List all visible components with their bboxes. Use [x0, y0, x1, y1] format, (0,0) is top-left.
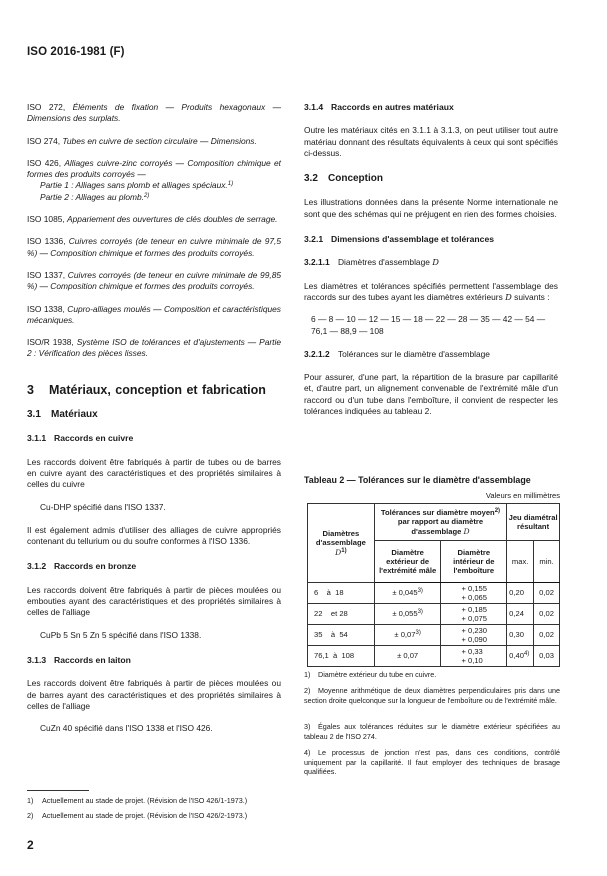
footnote-1: 1) Actuellement au stade de projet. (Révision de l'ISO 426/1-1973.)	[27, 796, 248, 805]
header-int-diameter: Diamètre intérieur de l'emboîture	[441, 541, 507, 583]
material-spec: CuZn 40 spécifié dans l'ISO 1338 et l'ISO 426.	[40, 723, 213, 734]
reference-iso-1336: ISO 1336, Cuivres corroyés (de teneur en cuivre minimale de 97,5 %) — Composition chimique et formes des produits corroyés.	[27, 236, 282, 258]
section-3-2-1-heading: 3.2.1 Dimensions d'assemblage et tolérances	[304, 234, 495, 245]
reference-part-2: Partie 2 : Alliages au plomb.$^{2)}$	[40, 191, 150, 202]
section-3-heading: 3 Matériaux, conception et fabrication	[27, 382, 266, 397]
section-3-2-1-2-heading: 3.2.1.2 Tolérances sur le diamètre d'assemblage	[304, 348, 490, 359]
reference-iso-1337: ISO 1337, Cuivres corroyés (de teneur en cuivre minimale de 99,85 %) — Composition chimique et formes des produits corroyés.	[27, 269, 282, 292]
reference-iso-274: ISO 274, Tubes en cuivre de section circulaire — Dimensions.	[27, 135, 257, 146]
reference-iso-1085: ISO 1085, Appariement des ouvertures de clés doubles de serrage.	[27, 214, 278, 225]
table-note-2: 2) Moyenne arithmétique de deux diamètres perpendiculaires pris dans une section droite quelconque sur la longueur de l'emboîture ou de l'extrémité mâle.	[304, 686, 560, 705]
table-note-1: 1) Diamètre extérieur du tube en cuivre.	[304, 670, 437, 679]
header-tolerances: Tolérances sur diamètre moyen$^{2)}$ par rapport au diamètre d'assemblage D	[374, 504, 506, 541]
paragraph: Outre les matériaux cités en 3.1.1 à 3.1.3, on peut utiliser tout autre matériau donnant des résultats équivalents à ceux qui sont spécifiés ci-dessus.	[304, 125, 558, 158]
left-column	[27, 102, 281, 746]
paragraph: Les illustrations données dans la présente Norme internationale ne sont que des schémas qui ne préjugent en rien des formes choisies.	[304, 197, 558, 219]
section-3-1-1-heading: 3.1.1 Raccords en cuivre	[27, 433, 134, 444]
paragraph: Les raccords doivent être fabriqués à partir de tubes ou de barres en cuivre ayant des caractéristiques et des propriétés similaires à celles du cuivre	[27, 456, 281, 490]
tolerance-table	[307, 503, 560, 667]
table-note-4: 4) Le processus de jonction n'est pas, dans ces conditions, contrôlé uniquement par la capillarité. Il faut employer des techniques de brasage qualifiées.	[304, 748, 560, 777]
table-note-3: 3) Égales aux tolérances réduites sur le diamètre extérieur spécifiées au tableau 2 de l'ISO 274.	[304, 722, 560, 741]
reference-part-1: Partie 1 : Alliages sans plomb et alliages spéciaux.$^{1)}$	[40, 180, 234, 191]
table-unit: Valeurs en millimètres	[485, 491, 560, 500]
footnote-2: 2) Actuellement au stade de projet. (Révision de l'ISO 426/2-1973.)	[27, 811, 248, 820]
section-3-1-2-heading: 3.1.2 Raccords en bronze	[27, 561, 137, 572]
footnote-ref: 2)	[143, 192, 150, 199]
material-spec: CuPb 5 Sn 5 Zn 5 spécifié dans l'ISO 1338.	[40, 629, 202, 640]
material-spec: Cu-DHP spécifié dans l'ISO 1337.	[40, 501, 166, 512]
header-jeu: Jeu diamétral résultant	[507, 504, 560, 541]
right-column	[304, 102, 558, 428]
section-3-1-3-heading: 3.1.3 Raccords en laiton	[27, 654, 131, 665]
diameter-values: 6 — 8 — 10 — 12 — 15 — 18 — 22 — 28 — 35 — 42 — 54 — 76,1 — 88,9 — 108	[311, 314, 546, 336]
paragraph: Les diamètres et tolérances spécifiés permettent l'assemblage des raccords sur des tubes ayant les diamètres extérieurs D suivants :	[304, 280, 558, 302]
table-row: 35 à 54 ± $0,07^{3)}$ + 0,230 + 0,090 0,30 0,02	[308, 625, 560, 646]
document-header: ISO 2016-1981 (F)	[27, 46, 125, 58]
table-title: Tableau 2 — Tolérances sur le diamètre d'assemblage	[304, 475, 531, 485]
header-ext-diameter: Diamètre extérieur de l'extrémité mâle	[374, 541, 441, 583]
reference-iso-r-1938: ISO/R 1938, Système ISO de tolérances et d'ajustements — Partie 2 : Vérification des pièces lisses.	[27, 337, 281, 359]
section-3-2-heading: 3.2 Conception	[304, 173, 383, 185]
paragraph: Il est également admis d'utiliser des alliages de cuivre appropriés contenant du tellurium ou du soufre conformes à l'ISO 1336.	[27, 524, 281, 547]
reference-iso-426: ISO 426, Alliages cuivre-zinc corroyés — Composition chimique et formes des produits corroyés — Partie 1 : Alliages sans plomb et alliages spéciaux.$^{1)}$ Partie 2 : Alliages au plomb.$^{2)}$	[27, 157, 281, 202]
footnote-divider	[27, 790, 89, 791]
section-3-1-4-heading: 3.1.4 Raccords en autres matériaux	[304, 102, 454, 112]
page-number: 2	[27, 838, 34, 852]
paragraph: Pour assurer, d'une part, la répartition de la brasure par capillarité et, d'autre part, un alignement convenable de l'extrémité mâle d'un raccord ou d'un tube dans l'emboîture, il convient de respecter les tolérances indiquées au tableau 2.	[304, 372, 558, 417]
reference-iso-272: ISO 272, Éléments de fixation — Produits hexagonaux — Dimensions des surplats.	[27, 102, 282, 124]
header-min: min.	[534, 541, 560, 583]
section-3-2-1-1-heading: 3.2.1.1 Diamètres d'assemblage D	[304, 257, 439, 268]
paragraph: Les raccords doivent être fabriqués à partir de pièces moulées ou de barres ayant des caractéristiques et des propriétés similaires à celles de l'alliage	[27, 678, 281, 711]
reference-iso-1338: ISO 1338, Cupro-alliages moulés — Composition et caractéristiques mécaniques.	[27, 303, 281, 325]
header-diameters: Diamètres d'assemblage $D^{1)}$	[308, 504, 375, 583]
table-row: 76,1 à 108 ± 0,07 + 0,33 + 0,10 0,40$^{4)}$ 0,03	[308, 646, 560, 667]
paragraph: Les raccords doivent être fabriqués à partir de pièces moulées ou embouties ayant des caractéristiques et des propriétés similaires à celles de l'alliage	[27, 584, 281, 618]
table-row: 6 à 18 ± $0,045^{3)}$ + 0,155 + 0,065 0,20 0,02	[308, 583, 560, 604]
footnote-ref: 1)	[227, 181, 234, 188]
table-row: 22 et 28 ± $0,055^{3)}$ + 0,185 + 0,075 0,24 0,02	[308, 604, 560, 625]
section-3-1-heading: 3.1 Matériaux	[27, 409, 98, 421]
header-max: max.	[507, 541, 534, 583]
